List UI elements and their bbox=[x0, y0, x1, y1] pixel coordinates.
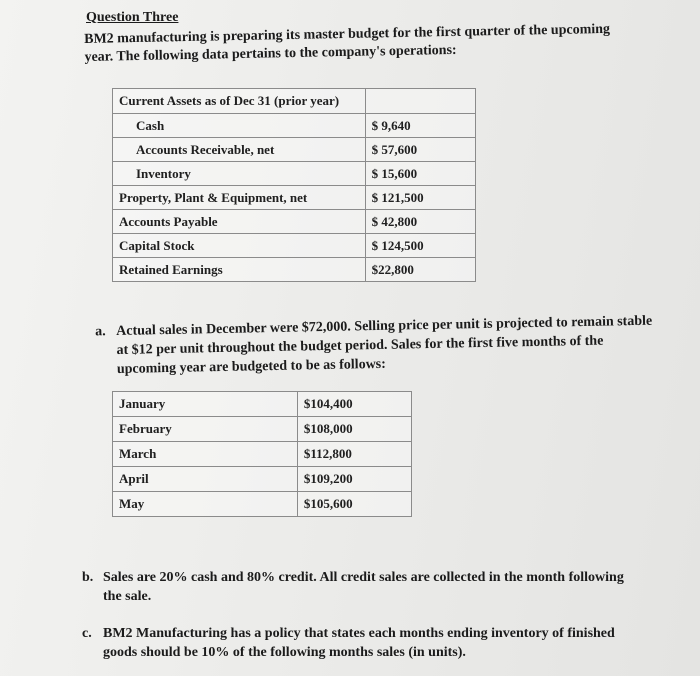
note-a-label: a. bbox=[95, 324, 106, 340]
note-b-text: Sales are 20% cash and 80% credit. All credit sales are collected in the month following the sale. bbox=[103, 570, 624, 604]
month-cell: March bbox=[113, 442, 298, 467]
sales-cell: $105,600 bbox=[297, 492, 411, 517]
row-value: $ 57,600 bbox=[365, 138, 475, 162]
table-row bbox=[113, 210, 476, 234]
note-c bbox=[82, 624, 643, 662]
row-label: Property, Plant & Equipment, net bbox=[113, 186, 366, 210]
month-cell: January bbox=[113, 392, 298, 417]
note-b-label: b. bbox=[82, 570, 94, 585]
table-row bbox=[113, 234, 476, 258]
row-label: Capital Stock bbox=[113, 234, 366, 258]
sales-table bbox=[112, 391, 412, 517]
question-title: Question Three bbox=[86, 10, 179, 25]
table-row bbox=[113, 442, 412, 467]
row-label: Accounts Receivable, net bbox=[113, 138, 366, 162]
table-row bbox=[113, 138, 476, 162]
balance-table-header: Current Assets as of Dec 31 (prior year) bbox=[113, 89, 366, 114]
row-label: Cash bbox=[113, 114, 366, 138]
note-b bbox=[82, 568, 643, 606]
row-value: $ 15,600 bbox=[365, 162, 475, 186]
table-row bbox=[113, 162, 476, 186]
row-value: $ 9,640 bbox=[365, 114, 475, 138]
row-label: Retained Earnings bbox=[113, 258, 366, 282]
intro-paragraph: BM2 manufacturing is preparing its master budget for the first quarter of the upcoming year. The following data pertains to the company's operations: bbox=[84, 21, 611, 65]
balance-table-header-empty bbox=[365, 89, 475, 114]
sales-cell: $109,200 bbox=[297, 467, 411, 492]
table-row bbox=[113, 258, 476, 282]
month-cell: April bbox=[113, 467, 298, 492]
note-a-text: Actual sales in December were $72,000. Selling price per unit is projected to remain stable at $12 per unit throughout the budget period. Sales for the first five months of the upcoming year are budgeted to be as follows: bbox=[116, 313, 653, 377]
sales-cell: $112,800 bbox=[297, 442, 411, 467]
note-a bbox=[95, 312, 657, 379]
table-row bbox=[113, 89, 476, 114]
table-row bbox=[113, 467, 412, 492]
note-c-text: BM2 Manufacturing has a policy that states each months ending inventory of finished goods should be 10% of the following months sales (in units). bbox=[103, 626, 615, 660]
table-row bbox=[113, 392, 412, 417]
row-value: $ 121,500 bbox=[365, 186, 475, 210]
sales-cell: $108,000 bbox=[297, 417, 411, 442]
table-row bbox=[113, 492, 412, 517]
table-row bbox=[113, 417, 412, 442]
balance-table bbox=[112, 88, 476, 282]
row-value: $ 42,800 bbox=[365, 210, 475, 234]
table-row bbox=[113, 114, 476, 138]
sales-cell: $104,400 bbox=[297, 392, 411, 417]
month-cell: February bbox=[113, 417, 298, 442]
row-label: Inventory bbox=[113, 162, 366, 186]
month-cell: May bbox=[113, 492, 298, 517]
row-value: $22,800 bbox=[365, 258, 475, 282]
table-row bbox=[113, 186, 476, 210]
row-value: $ 124,500 bbox=[365, 234, 475, 258]
row-label: Accounts Payable bbox=[113, 210, 366, 234]
note-c-label: c. bbox=[82, 626, 92, 641]
